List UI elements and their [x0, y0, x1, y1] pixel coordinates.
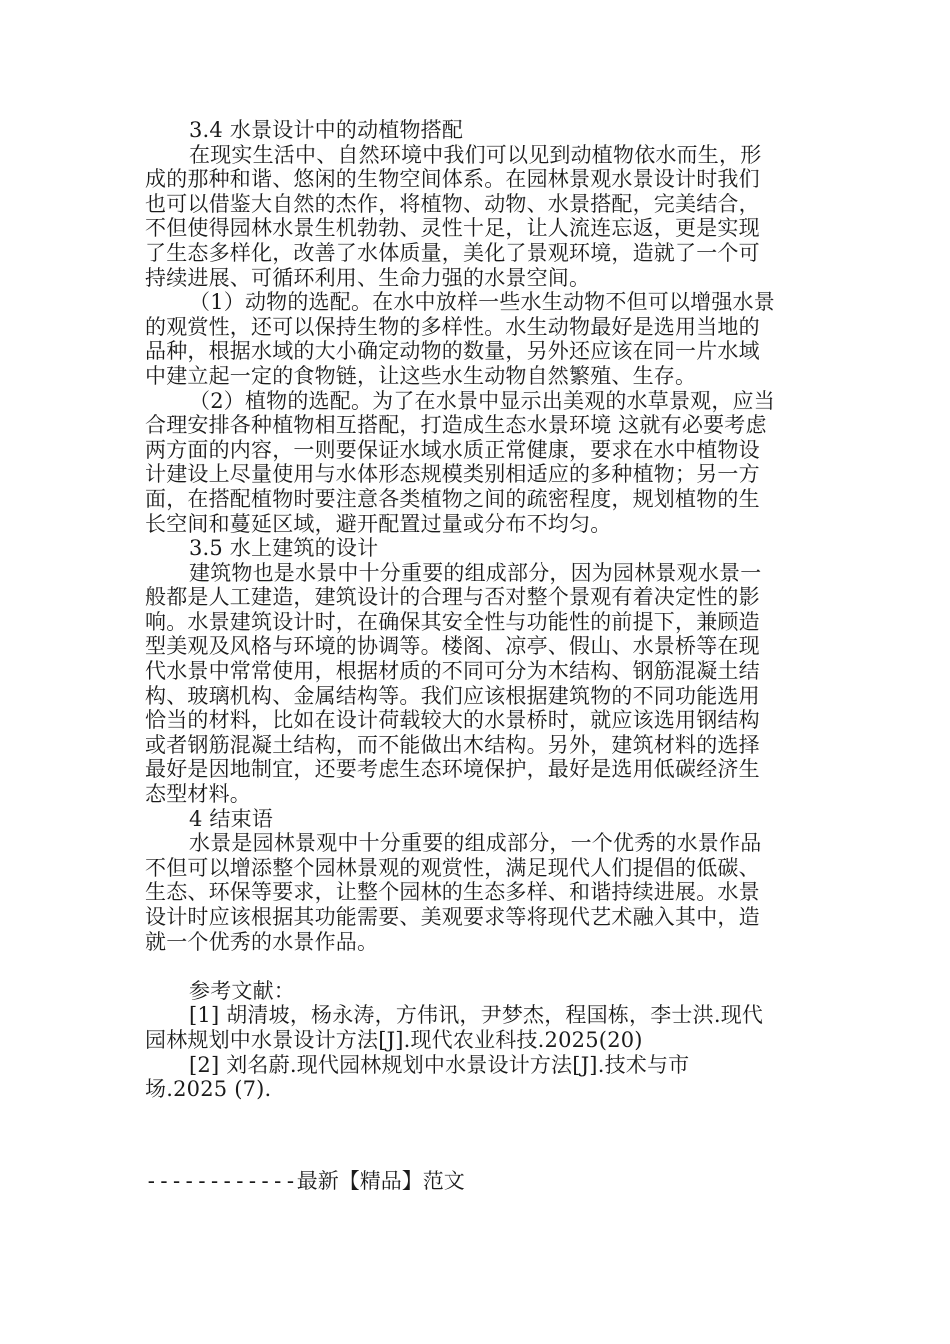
text-line: 两方面的内容，一则要保证水域水质正常健康，要求在水中植物设: [145, 437, 760, 462]
text-line: [1] 胡清坡，杨永涛，方伟讯，尹梦杰，程国栋，李士洪.现代: [189, 1003, 764, 1028]
text-line: 设计时应该根据其功能需要、美观要求等将现代艺术融入其中，造: [145, 905, 760, 929]
paragraph: [145, 561, 810, 807]
text-line: 最好是因地制宜，还要考虑生态环境保护，最好是选用低碳经济生: [145, 757, 760, 782]
blank-line: [145, 954, 810, 979]
text-line: 恰当的材料，比如在设计荷载较大的水景桥时，就应该选用钢结构: [145, 708, 760, 733]
paragraph: [145, 143, 810, 291]
text-line: 也可以借鉴大自然的杰作，将植物、动物、水景搭配，完美结合，: [145, 191, 760, 216]
section-heading: [145, 807, 810, 832]
paragraph: [145, 290, 810, 388]
text-line: （1）动物的选配。在水中放样一些水生动物不但可以增强水景: [189, 290, 775, 315]
text-line: 水景是园林景观中十分重要的组成部分，一个优秀的水景作品: [189, 831, 762, 856]
text-line: 持续进展、可循环利用、生命力强的水景空间。: [145, 265, 591, 290]
text-line: 或者钢筋混凝土结构，而不能做出木结构。另外，建筑材料的选择: [145, 732, 760, 757]
text-line: 3.5 水上建筑的设计: [189, 536, 379, 561]
paragraph: [145, 389, 810, 537]
section-heading: [145, 118, 810, 143]
text-line: 建筑物也是水景中十分重要的组成部分，因为园林景观水景一: [189, 560, 762, 585]
footer-dashes: ------------: [145, 1169, 297, 1193]
text-line: 在现实生活中、自然环境中我们可以见到动植物依水而生，形: [189, 142, 762, 167]
text-line: [2] 刘名蔚.现代园林规划中水景设计方法[J].技术与市: [189, 1052, 690, 1077]
page-footer: [145, 1168, 465, 1194]
text-line: 响。水景建筑设计时，在确保其安全性与功能性的前提下，兼顾造: [145, 609, 760, 634]
text-line: 型美观及风格与环境的协调等。楼阁、凉亭、假山、水景桥等在现: [145, 634, 760, 659]
text-line: 面，在搭配植物时要注意各类植物之间的疏密程度，规划植物的生: [145, 486, 760, 511]
text-line: 园林规划中水景设计方法[J].现代农业科技.2025(20): [145, 1027, 643, 1052]
text-line: 合理安排各种植物相互搭配，打造成生态水景环境 这就有必要考虑: [145, 413, 767, 438]
text-line: 场.2025 (7).: [145, 1077, 272, 1102]
text-line: 参考文献：: [189, 978, 295, 1003]
document-body: [145, 118, 810, 1102]
text-line: 态型材料。: [145, 782, 251, 807]
text-line: 计建设上尽量使用与水体形态规模类别相适应的多种植物；另一方: [145, 462, 760, 487]
text-line: 品种，根据水域的大小确定动物的数量，另外还应该在同一片水域: [145, 339, 760, 364]
paragraph: [145, 1003, 810, 1052]
text-line: 长空间和蔓延区域，避开配置过量或分布不均匀。: [145, 511, 612, 536]
text-line: 了生态多样化，改善了水体质量，美化了景观环境，造就了一个可: [145, 240, 760, 265]
text-line: 4 结束语: [189, 806, 274, 831]
text-line: 代水景中常常使用，根据材质的不同可分为木结构、钢筋混凝土结: [145, 659, 760, 684]
paragraph: [145, 1053, 810, 1102]
text-line: 成的那种和谐、悠闲的生物空间体系。在园林景观水景设计时我们: [145, 167, 760, 192]
section-heading: [145, 979, 810, 1004]
section-heading: [145, 536, 810, 561]
paragraph: [145, 831, 810, 954]
text-line: 不但使得园林水景生机勃勃、灵性十足，让人流连忘返，更是实现: [145, 216, 760, 241]
text-line: 构、玻璃机构、金属结构等。我们应该根据建筑物的不同功能选用: [145, 683, 760, 708]
text-line: 般都是人工建造，建筑设计的合理与否对整个景观有着决定性的影: [145, 585, 760, 610]
text-line: 的观赏性，还可以保持生物的多样性。水生动物最好是选用当地的: [145, 314, 760, 339]
footer-text: 最新【精品】范文: [296, 1169, 465, 1193]
text-line: 中建立起一定的食物链，让这些水生动物自然繁殖、生存。: [145, 363, 697, 388]
text-line: （2）植物的选配。为了在水景中显示出美观的水草景观，应当: [189, 388, 775, 413]
text-line: 3.4 水景设计中的动植物搭配: [189, 118, 464, 142]
text-line: 生态、环保等要求，让整个园林的生态多样、和谐持续进展。水景: [145, 880, 760, 905]
text-line: 就一个优秀的水景作品。: [145, 929, 379, 954]
text-line: 不但可以增添整个园林景观的观赏性，满足现代人们提倡的低碳、: [145, 855, 760, 880]
